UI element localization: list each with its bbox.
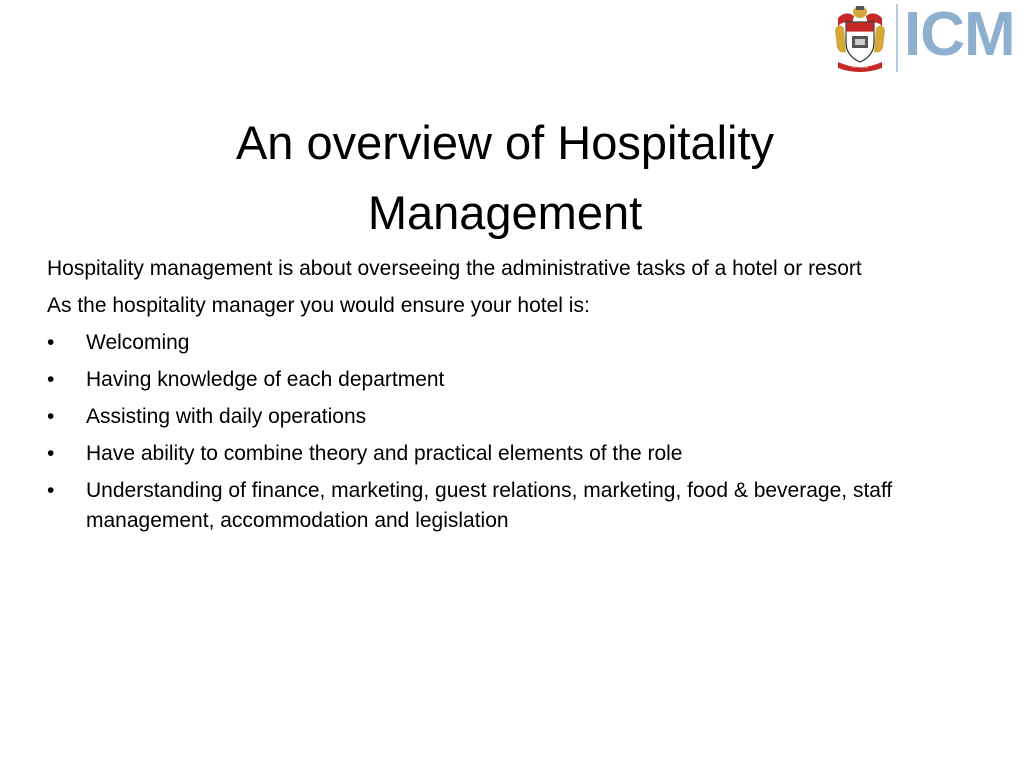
coat-of-arms-icon [832,2,888,74]
slide-body [47,254,957,543]
list-item-text: Understanding of finance, marketing, guest relations, marketing, food & beverage, staff management, accommodation and legislation [86,479,893,532]
icm-logo [824,0,1024,78]
list-item-text: Assisting with daily operations [86,405,367,428]
list-item-text: Have ability to combine theory and practical elements of the role [86,442,683,465]
list-item [47,439,957,469]
logo-divider [896,4,898,72]
bullet-icon: • [47,442,55,465]
list-item [47,365,957,395]
bullet-icon: • [47,479,55,502]
bullet-icon: • [47,368,55,391]
list-item [47,476,957,536]
list-item [47,402,957,432]
bullet-icon: • [47,405,55,428]
slide-title [100,108,910,248]
bullet-list [47,328,957,536]
intro-paragraph: Hospitality management is about overseeing the administrative tasks of a hotel or resort [47,257,862,280]
bullet-icon: • [47,331,55,354]
list-item-text: Having knowledge of each department [86,368,445,391]
list-item [47,328,957,358]
logo-text: ICM [904,0,1015,69]
crest-motto: FIRMIUS [851,64,869,69]
slide-title-line-2: Management [367,186,643,239]
list-item-text: Welcoming [86,331,190,354]
lead-in-paragraph: As the hospitality manager you would ensure your hotel is: [47,294,590,317]
slide-title-line-1: An overview of Hospitality [235,116,775,169]
